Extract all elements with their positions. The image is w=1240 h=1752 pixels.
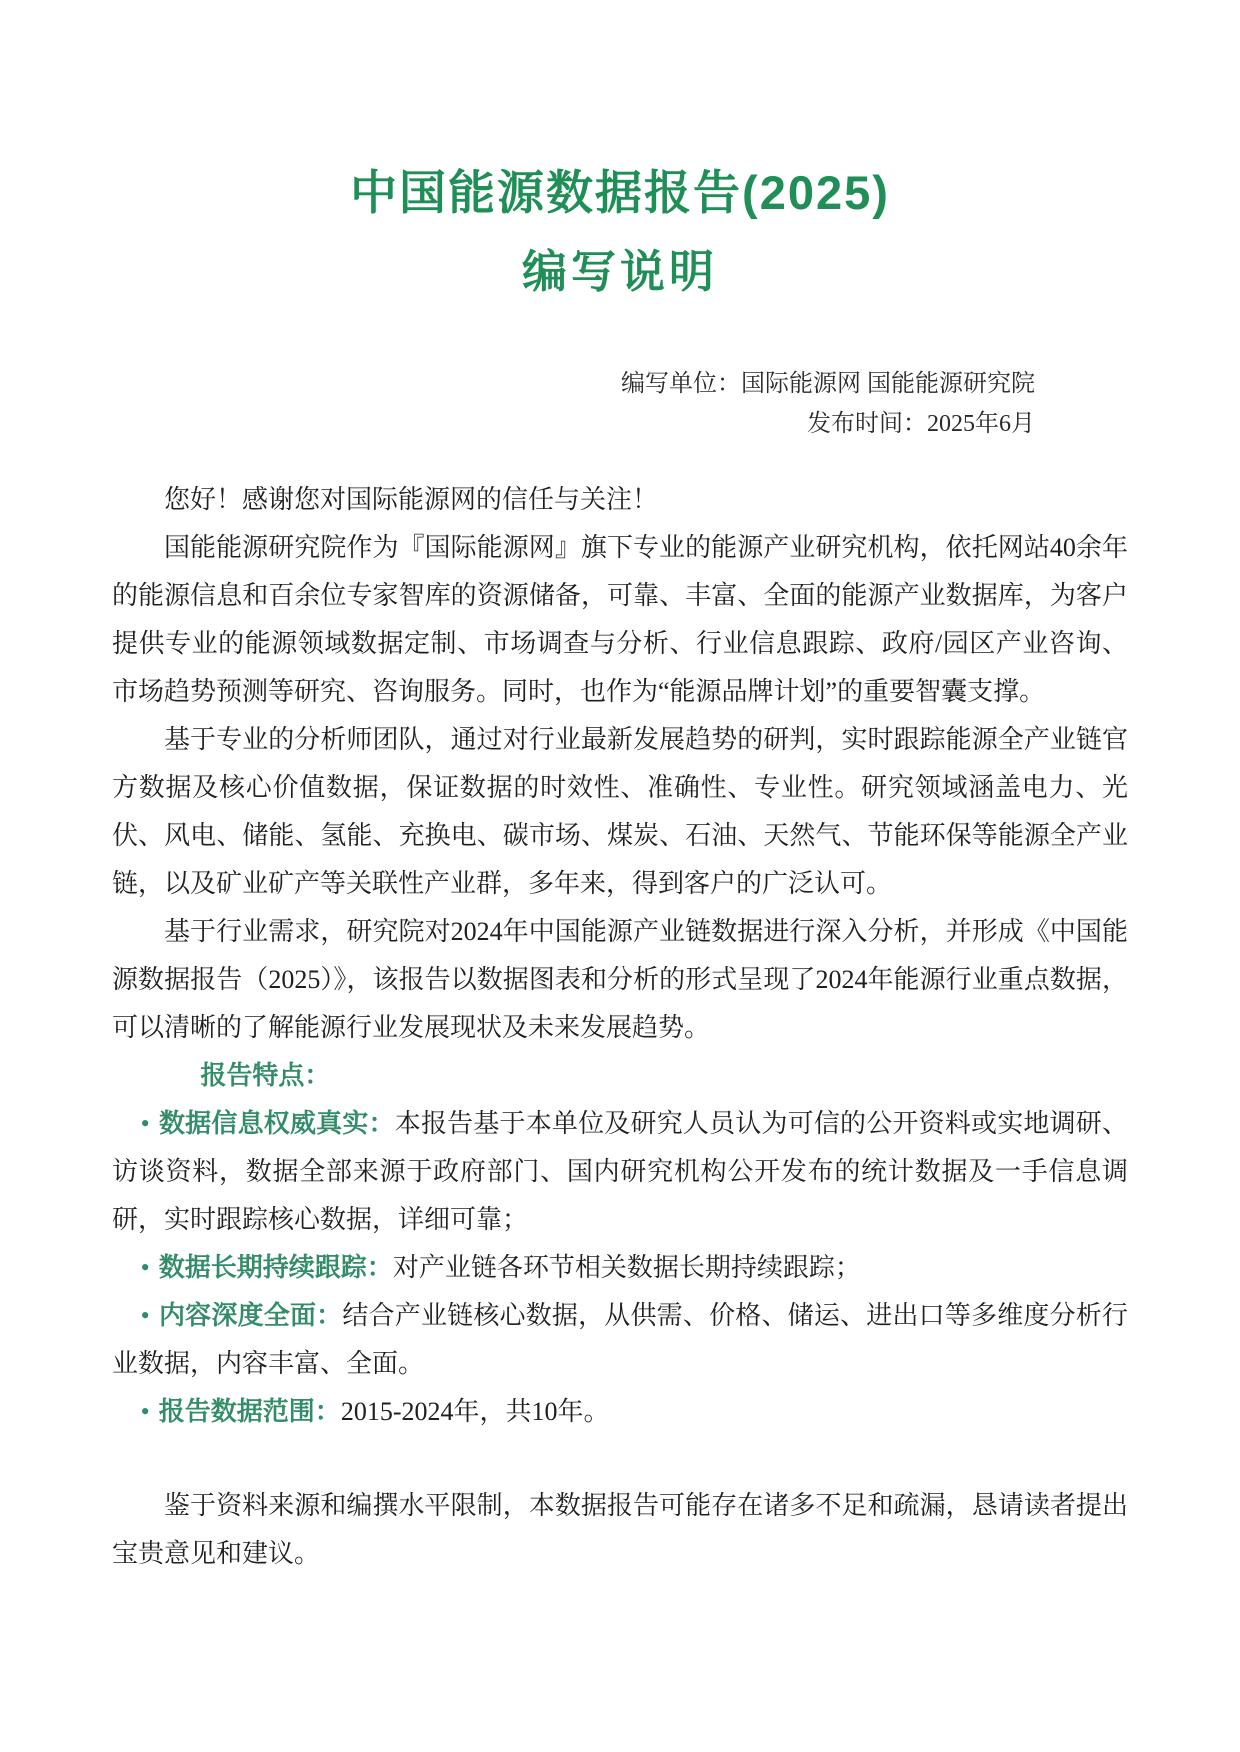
paragraph-analyst-team: 基于专业的分析师团队，通过对行业最新发展趋势的研判，实时跟踪能源全产业链官方数据及核心价值数据，保证数据的时效性、准确性、专业性。研究领域涵盖电力、光伏、风电、储能、氢能、充换电、碳市场、煤炭、石油、天然气、节能环保等能源全产业链，以及矿业矿产等关联性产业群，多年来，得到客户的广泛认可。 [112, 725, 1128, 898]
page-title [0, 0, 1240, 302]
byline-date: 发布时间：2025年6月 [807, 411, 1035, 437]
feature-text: 对产业链各环节相关数据长期持续跟踪； [392, 1253, 861, 1282]
feature-label: 数据长期持续跟踪： [158, 1253, 393, 1282]
paragraph-report-formation: 基于行业需求，研究院对2024年中国能源产业链数据进行深入分析，并形成《中国能源数据报告（2025）》，该报告以数据图表和分析的形式呈现了2024年能源行业重点数据，可以清晰的了解能源行业发展现状及未来发展趋势。 [112, 917, 1128, 1042]
bullet-icon: • [140, 1253, 150, 1282]
feature-text: 结合产业链核心数据，从供需、价格、储运、进出口等多维度分析行业数据，内容丰富、全面。 [112, 1301, 1128, 1378]
byline-publisher: 编写单位：国际能源网 国能能源研究院 [621, 371, 1035, 397]
bullet-icon: • [140, 1109, 150, 1138]
features-heading: 报告特点： [200, 1061, 331, 1090]
paragraph-closing: 鉴于资料来源和编撰水平限制，本数据报告可能存在诸多不足和疏漏，恳请读者提出宝贵意见和建议。 [112, 1491, 1128, 1568]
feature-label: 数据信息权威真实： [158, 1109, 395, 1138]
body-text [112, 476, 1128, 1578]
feature-item-depth [112, 1292, 1128, 1388]
bullet-icon: • [140, 1397, 150, 1426]
paragraph-institute-intro: 国能能源研究院作为『国际能源网』旗下专业的能源产业研究机构，依托网站40余年的能源信息和百余位专家智库的资源储备，可靠、丰富、全面的能源产业数据库，为客户提供专业的能源领域数据定制、市场调查与分析、行业信息跟踪、政府/园区产业咨询、市场趋势预测等研究、咨询服务。同时，也作为“能源品牌计划”的重要智囊支撑。 [112, 533, 1128, 706]
feature-item-tracking [112, 1244, 1128, 1292]
feature-text: 2015-2024年，共10年。 [340, 1397, 610, 1426]
byline-block [0, 364, 1240, 444]
report-title-line2: 编写说明 [521, 246, 718, 297]
paragraph-greeting: 您好！感谢您对国际能源网的信任与关注！ [164, 485, 659, 514]
bullet-icon: • [140, 1301, 150, 1330]
report-title-line1: 中国能源数据报告(2025) [350, 166, 890, 219]
feature-label: 报告数据范围： [158, 1397, 341, 1426]
feature-item-range [112, 1388, 1128, 1436]
feature-label: 内容深度全面： [158, 1301, 343, 1330]
feature-item-authentic [112, 1100, 1128, 1244]
feature-text: 本报告基于本单位及研究人员认为可信的公开资料或实地调研、访谈资料，数据全部来源于政府部门、国内研究机构公开发布的统计数据及一手信息调研，实时跟踪核心数据，详细可靠； [112, 1109, 1128, 1234]
